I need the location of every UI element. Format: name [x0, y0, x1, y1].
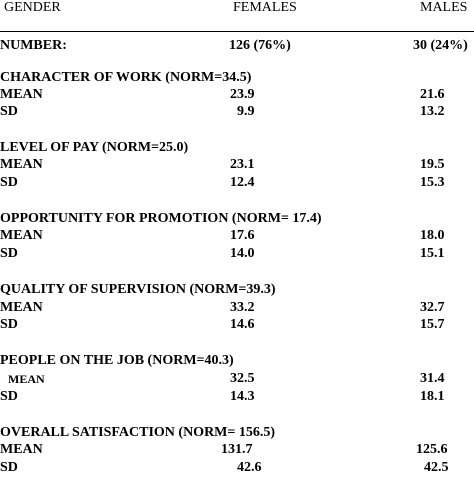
mean-males: 31.4 — [420, 371, 445, 386]
mean-males: 19.5 — [420, 157, 445, 172]
mean-label: MEAN — [0, 87, 43, 102]
mean-females: 23.9 — [230, 87, 255, 102]
sd-females: 42.6 — [237, 460, 262, 475]
sd-label: SD — [0, 246, 18, 261]
mean-males: 32.7 — [420, 300, 445, 315]
section-title: CHARACTER OF WORK (NORM=34.5) — [0, 70, 252, 85]
mean-label: MEAN — [0, 442, 43, 457]
sd-males: 42.5 — [424, 460, 449, 475]
section-title: PEOPLE ON THE JOB (NORM=40.3) — [0, 353, 234, 368]
mean-males: 18.0 — [420, 228, 445, 243]
section-title: OVERALL SATISFACTION (NORM= 156.5) — [0, 425, 276, 440]
sd-females: 14.3 — [230, 389, 255, 404]
sd-males: 18.1 — [420, 389, 445, 404]
sd-females: 14.0 — [230, 246, 255, 261]
header-females: FEMALES — [233, 0, 297, 15]
sd-males: 13.2 — [420, 104, 445, 119]
sd-label: SD — [0, 389, 18, 404]
section-title: QUALITY OF SUPERVISION (NORM=39.3) — [0, 282, 276, 297]
sd-females: 12.4 — [230, 175, 255, 190]
mean-females: 32.5 — [230, 371, 255, 386]
mean-males: 21.6 — [420, 87, 445, 102]
number-males: 30 (24%) — [413, 38, 468, 53]
header-gender: GENDER — [4, 0, 61, 15]
sd-males: 15.3 — [420, 175, 445, 190]
section-title: OPPORTUNITY FOR PROMOTION (NORM= 17.4) — [0, 211, 322, 226]
sd-label: SD — [0, 104, 18, 119]
sd-label: SD — [0, 175, 18, 190]
number-females: 126 (76%) — [229, 38, 291, 53]
mean-label: MEAN — [8, 372, 45, 386]
mean-males: 125.6 — [416, 442, 448, 457]
mean-females: 17.6 — [230, 228, 255, 243]
mean-females: 23.1 — [230, 157, 255, 172]
sd-females: 14.6 — [230, 317, 255, 332]
sd-label: SD — [0, 317, 18, 332]
number-label: NUMBER: — [0, 38, 67, 53]
sd-females: 9.9 — [237, 104, 255, 119]
mean-label: MEAN — [0, 228, 43, 243]
mean-label: MEAN — [0, 300, 43, 315]
sd-males: 15.7 — [420, 317, 445, 332]
mean-females: 131.7 — [221, 442, 253, 457]
mean-label: MEAN — [0, 157, 43, 172]
header-males: MALES — [420, 0, 468, 15]
sd-label: SD — [0, 460, 18, 475]
mean-females: 33.2 — [230, 300, 255, 315]
header-rule — [0, 31, 474, 32]
section-title: LEVEL OF PAY (NORM=25.0) — [0, 140, 189, 155]
sd-males: 15.1 — [420, 246, 445, 261]
